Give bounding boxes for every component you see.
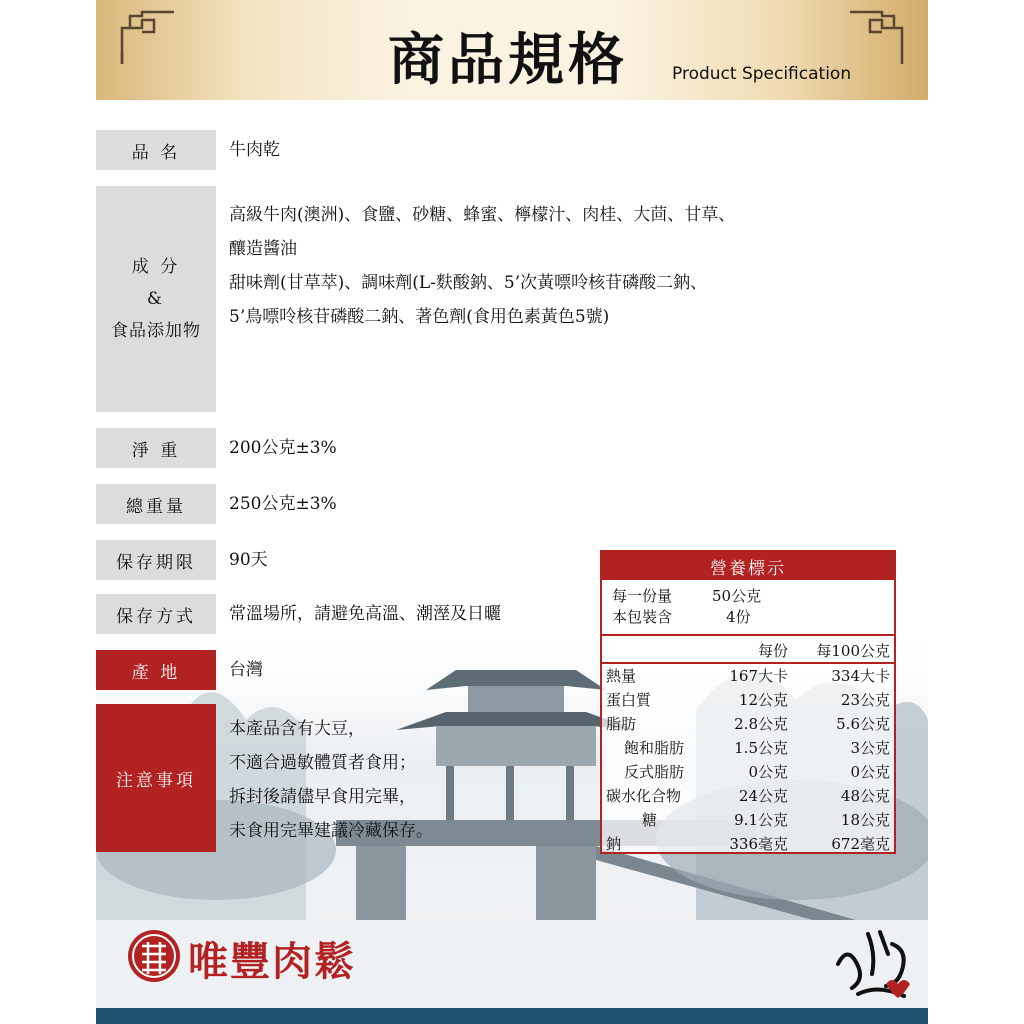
nutrition-row <box>602 712 894 736</box>
nutrient-name: 糖 <box>642 811 658 829</box>
serving-size-value: 50公克 <box>712 587 762 605</box>
value-notes <box>229 712 433 848</box>
nutrient-name: 熱量 <box>606 667 637 685</box>
nutrient-name: 反式脂肪 <box>624 763 685 781</box>
nutrition-row <box>602 808 894 832</box>
value-ingredients <box>229 198 735 334</box>
bottom-bar <box>96 1008 928 1024</box>
header-banner <box>96 0 928 100</box>
nutrition-row <box>602 664 894 688</box>
corner-ornament-left-icon <box>118 8 178 68</box>
brand-name: 唯豐肉鬆 <box>188 939 356 985</box>
nutrition-title: 營養標示 <box>602 552 894 580</box>
nutrition-serving-info <box>602 580 894 636</box>
nutrient-per-100g: 0公克 <box>850 763 890 781</box>
value-shelf-life: 90天 <box>229 550 268 570</box>
notes-line: 拆封後請儘早食用完畢， <box>229 787 416 807</box>
nutrient-per-100g: 5.6公克 <box>836 715 890 733</box>
nutrient-name: 脂肪 <box>606 715 637 733</box>
label-ingredients-line: 食品添加物 <box>111 321 201 341</box>
nutrient-per-serving: 24公克 <box>738 787 788 805</box>
nutrient-name: 飽和脂肪 <box>624 739 685 757</box>
value-product-name: 牛肉乾 <box>229 140 280 160</box>
value-gross-weight: 250公克±3% <box>229 494 337 514</box>
ingredients-line: 甜味劑(甘草萃)、調味劑(L-麩酸鈉、5’次黃嘌呤核苷磷酸二鈉、 <box>229 273 708 293</box>
nutrient-name: 鈉 <box>606 835 622 853</box>
col-per-serving: 每份 <box>757 642 788 660</box>
nutrient-per-serving: 0公克 <box>748 763 788 781</box>
notes-line: 不適合過敏體質者食用； <box>229 753 416 773</box>
nutrition-rows <box>602 664 894 856</box>
brand-calligraphy-logo <box>828 914 920 1006</box>
nutrition-column-headers <box>602 636 894 664</box>
page-subtitle: Product Specification <box>672 64 852 84</box>
servings-value: 4份 <box>726 608 751 626</box>
nutrient-per-serving: 336毫克 <box>729 835 788 853</box>
brand-seal-icon <box>126 928 182 984</box>
label-shelf-life: 保存期限 <box>96 540 216 580</box>
nutrient-per-serving: 9.1公克 <box>734 811 788 829</box>
label-net-weight: 淨 重 <box>96 428 216 468</box>
label-storage: 保存方式 <box>96 594 216 634</box>
value-origin: 台灣 <box>229 660 263 680</box>
serving-size-label: 每一份量 <box>612 587 673 605</box>
nutrition-row <box>602 760 894 784</box>
nutrient-name: 碳水化合物 <box>606 787 682 805</box>
value-net-weight: 200公克±3% <box>229 438 337 458</box>
page-title: 商品規格 <box>388 28 628 93</box>
notes-line: 本產品含有大豆， <box>229 719 365 739</box>
servings-label: 本包裝含 <box>612 608 673 626</box>
label-notes: 注意事項 <box>96 704 216 852</box>
nutrient-per-100g: 48公克 <box>840 787 890 805</box>
nutrient-per-100g: 334大卡 <box>831 667 890 685</box>
ingredients-line: 釀造醬油 <box>229 239 297 259</box>
nutrition-table <box>600 550 896 854</box>
nutrient-name: 蛋白質 <box>606 691 652 709</box>
label-ingredients-line: & <box>146 289 166 309</box>
nutrient-per-serving: 1.5公克 <box>734 739 788 757</box>
label-origin: 產 地 <box>96 650 216 690</box>
nutrient-per-100g: 18公克 <box>840 811 890 829</box>
nutrient-per-100g: 3公克 <box>850 739 890 757</box>
nutrient-per-100g: 23公克 <box>840 691 890 709</box>
nutrition-row <box>602 736 894 760</box>
nutrient-per-100g: 672毫克 <box>831 835 890 853</box>
nutrient-per-serving: 167大卡 <box>729 667 788 685</box>
nutrition-row <box>602 688 894 712</box>
value-storage: 常溫場所，請避免高溫、潮溼及日曬 <box>229 604 501 624</box>
product-spec-sheet <box>96 0 928 1024</box>
col-per-100g: 每100公克 <box>816 642 890 660</box>
nutrient-per-serving: 12公克 <box>738 691 788 709</box>
ingredients-line: 高級牛肉(澳洲)、食鹽、砂糖、蜂蜜、檸檬汁、肉桂、大茴、甘草、 <box>229 205 736 225</box>
nutrition-row <box>602 832 894 856</box>
label-product-name: 品 名 <box>96 130 216 170</box>
nutrient-per-serving: 2.8公克 <box>734 715 788 733</box>
ingredients-line: 5’鳥嘌呤核苷磷酸二鈉、著色劑(食用色素黃色5號) <box>229 307 610 327</box>
corner-ornament-right-icon <box>846 8 906 68</box>
nutrition-row <box>602 784 894 808</box>
label-ingredients-line: 成 分 <box>131 257 181 277</box>
label-ingredients <box>96 186 216 412</box>
label-gross-weight: 總重量 <box>96 484 216 524</box>
notes-line: 未食用完畢建議冷藏保存。 <box>229 821 433 841</box>
